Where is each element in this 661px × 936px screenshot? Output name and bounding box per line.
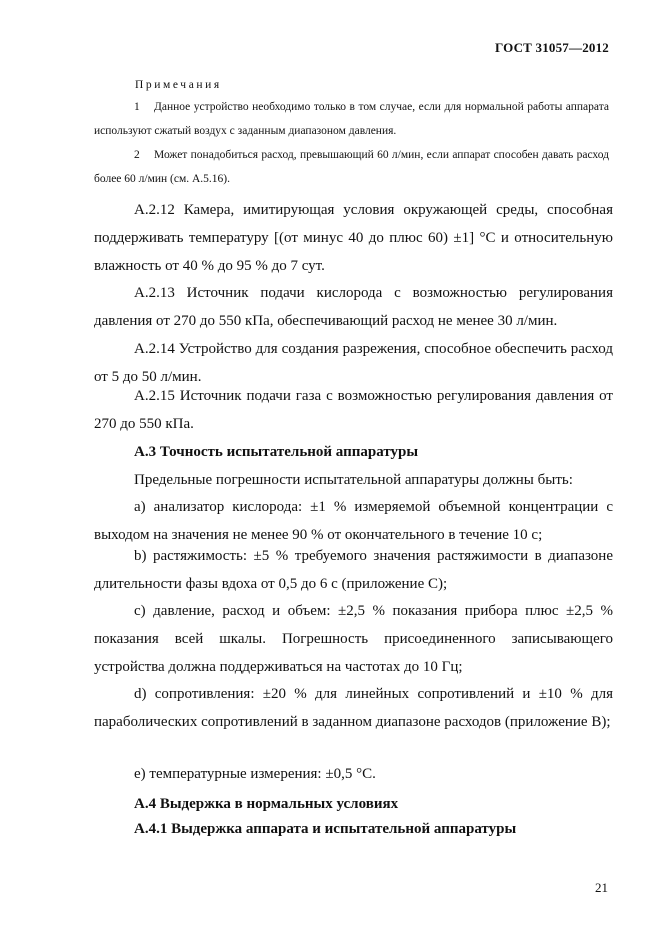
note-text: Может понадобиться расход, превышающий 60 л/мин, если аппарат способен давать расход более 60 л/мин (см. А.5.16). xyxy=(94,149,609,185)
list-item-e: е) температурные измерения: ±0,5 °С. xyxy=(134,766,376,782)
paragraph-a2-12: А.2.12 Камера, имитирующая условия окружающей среды, способная поддерживать температуру [(от минус 40 до плюс 60) ±1] °С и относительную влажность от 40 % до 95 % до 7 сут. xyxy=(94,202,613,274)
note-text: Данное устройство необходимо только в том случае, если для нормальной работы аппарата используют сжатый воздух с заданным диапазоном давления. xyxy=(94,101,609,137)
paragraph-a2-13: А.2.13 Источник подачи кислорода с возможностью регулирования давления от 270 до 550 кПа, обеспечивающий расход не менее 30 л/мин. xyxy=(94,285,613,329)
list-item-d: d) сопротивления: ±20 % для линейных сопротивлений и ±10 % для параболических сопротивлений в заданном диапазоне расходов (приложение В); xyxy=(94,686,613,730)
section-a4-1-heading: А.4.1 Выдержка аппарата и испытательной аппаратуры xyxy=(134,821,517,837)
note-number: 2 xyxy=(134,149,140,161)
note-item xyxy=(94,95,609,143)
section-a4-heading: А.4 Выдержка в нормальных условиях xyxy=(134,796,399,812)
section-a3-intro: Предельные погрешности испытательной аппаратуры должны быть: xyxy=(134,472,573,488)
note-number: 1 xyxy=(134,101,140,113)
paragraph-a2-14: А.2.14 Устройство для создания разрежения, способное обеспечить расход от 5 до 50 л/мин. xyxy=(94,341,613,385)
standard-header: ГОСТ 31057—2012 xyxy=(494,40,609,55)
page-number: 21 xyxy=(595,880,608,895)
paragraph-a2-15: А.2.15 Источник подачи газа с возможностью регулирования давления от 270 до 550 кПа. xyxy=(94,388,613,432)
list-item-b: b) растяжимость: ±5 % требуемого значения растяжимости в диапазоне длительности фазы вдоха от 0,5 до 6 с (приложение С); xyxy=(94,548,613,592)
list-item-a: а) анализатор кислорода: ±1 % измеряемой объемной концентрации с выходом на значения не менее 90 % от окончательного в течение 10 с; xyxy=(94,499,613,543)
list-item-c: с) давление, расход и объем: ±2,5 % показания прибора плюс ±2,5 % показания всей шкалы. Погрешность присоединенного записывающего устройства должна поддерживаться на частотах до 10 Гц; xyxy=(94,603,613,675)
notes-title: Примечания xyxy=(135,79,222,91)
note-item xyxy=(94,143,609,191)
section-a3-heading: А.3 Точность испытательной аппаратуры xyxy=(134,444,419,460)
